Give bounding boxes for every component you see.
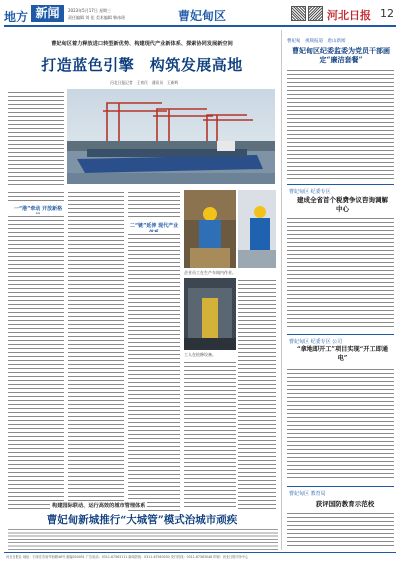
lead-body-col3a [128,190,180,218]
lead-body-col4 [184,360,236,508]
engineer-photo [238,190,276,268]
page-number: 12 [380,7,394,20]
lead-body-col2a [68,190,124,550]
qr-code-icon [291,6,306,21]
photo3-caption: 工人在检修设备。 [184,352,216,357]
bottom-headline: 曹妃甸新城推行“大城管”模式治城市顽疾 [6,512,278,527]
paper-name-logo: 河北日报 [327,9,371,22]
story1-title: 曹妃甸区纪委监委为党员干部画定“廉洁套餐” [292,46,390,64]
editors-line: 责任编辑 刘 佳 美术编辑 韩冰瑶 [68,15,126,20]
subhead-1: 一“港”牵动 开放新格 [13,206,63,212]
section-box: 新闻 [31,5,64,22]
story2-tag: 曹妃甸区 纪委专区 [289,189,331,195]
story3-body [287,367,394,480]
story4-rule [287,486,394,487]
section-label: 地方 [4,10,29,24]
lead-body-col1c [8,214,64,550]
masthead [0,0,400,27]
footer-info: 河北日报社 地址：石家庄市裕华西路46号 邮编050051 广告电话：0311-67563111 新闻热线：0311-67563030 发行热线：0311-67563048 印刷：河北日报印务中心 [6,555,249,559]
story4-body [287,511,394,548]
app-icon [308,6,323,21]
story4-title: 获评国防教育示范校 [315,500,375,508]
footer-rule [4,552,396,553]
lead-byline: 河北日报记者 王育民 通讯员 王新辉 [110,80,179,85]
header-rule [4,25,396,27]
story4-tag: 曹妃甸区 教育局 [289,491,326,497]
bottom-body [8,528,278,550]
story3-title: “拿地即开工”项目实现“开工即通电” [296,346,389,362]
bottom-kicker: 构建园际联动、运行高效的城市管理体系 [52,503,146,509]
column-divider [281,30,282,550]
story2-title: 建成全省首个税费争议咨询调解中心 [297,196,388,213]
story3-rule [287,334,394,335]
lead-kicker: 曹妃甸区着力释放进口转型新优势、构建现代产业新体系、探索协同发展新空间 [51,41,233,47]
story2-rule [287,184,394,185]
page-district-title: 曹妃甸区 [178,9,227,23]
lead-body-col5 [238,278,276,550]
lead-body-col1 [8,90,64,185]
port-photo [67,89,275,184]
photo2-caption: 企业员工在生产车间内作业。 [184,270,236,275]
subhead-2: 二“链”延伸 现代产业 [129,223,179,229]
story3-tag: 曹妃甸区 纪委专区 公司 [289,339,343,345]
factory-photo [184,278,236,350]
issue-date: 2023年5月17日 星期三 [68,8,112,13]
story2-body [287,216,394,328]
worker-photo [184,190,236,268]
lead-headline: 打造蓝色引擎 构筑发展高地 [41,56,243,74]
right-top-tags: 曹妃甸 视频报道 唐山新闻 [287,39,346,44]
lead-body-col1b [8,190,64,202]
story1-body [287,68,394,180]
